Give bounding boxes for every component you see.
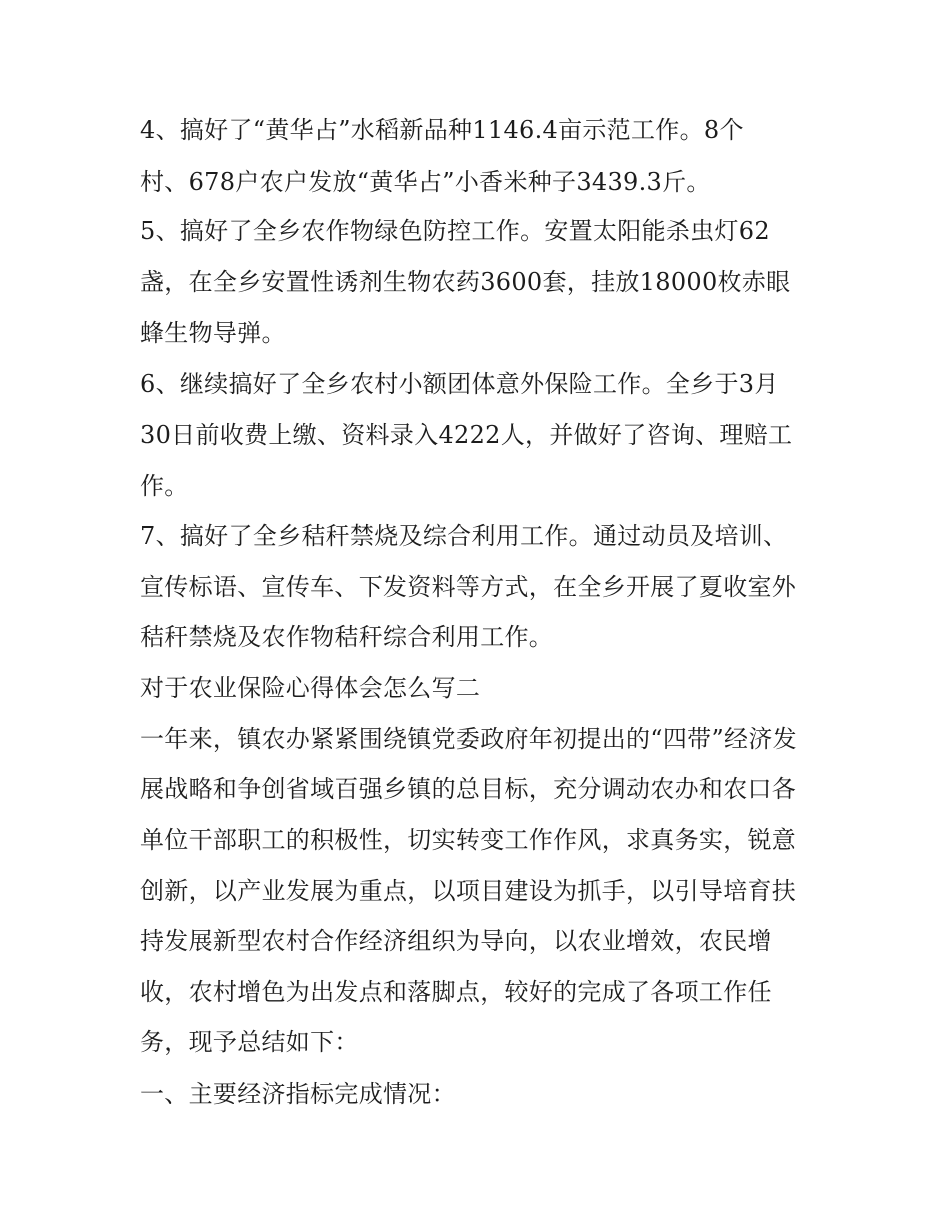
paragraph-5-line-2: 盏，在全乡安置性诱剂生物农药3600套，挂放18000枚赤眼 — [140, 268, 791, 296]
paragraph-6-line-3: 作。 — [140, 472, 189, 500]
intro-line-2: 展战略和争创省域百强乡镇的总目标，充分调动农办和农口各 — [140, 775, 797, 803]
paragraph-5-line-1: 5、搞好了全乡农作物绿色防控工作。安置太阳能杀虫灯62 — [140, 217, 770, 245]
paragraph-7-line-1: 7、搞好了全乡秸秆禁烧及综合利用工作。通过动员及培训、 — [140, 522, 788, 550]
intro-line-1: 一年来，镇农办紧紧围绕镇党委政府年初提出的“四带”经济发 — [140, 725, 797, 753]
paragraph-7-line-2: 宣传标语、宣传车、下发资料等方式，在全乡开展了夏收室外 — [140, 573, 797, 601]
intro-line-4: 创新，以产业发展为重点，以项目建设为抓手，以引导培育扶 — [140, 877, 797, 905]
intro-line-7: 务，现予总结如下： — [140, 1028, 359, 1056]
paragraph-4-line-1: 4、搞好了“黄华占”水稻新品种1146.4亩示范工作。8个 — [140, 116, 744, 144]
intro-line-5: 持发展新型农村合作经济组织为导向，以农业增效，农民增 — [140, 927, 772, 955]
paragraph-4-line-2: 村、678户农户发放“黄华占”小香米种子3439.3斤。 — [140, 168, 711, 196]
intro-line-6: 收，农村增色为出发点和落脚点，较好的完成了各项工作任 — [140, 978, 772, 1006]
intro-line-3: 单位干部职工的积极性，切实转变工作作风，求真务实，锐意 — [140, 826, 797, 854]
section-heading: 对于农业保险心得体会怎么写二 — [140, 674, 481, 702]
paragraph-7-line-3: 秸秆禁烧及农作物秸秆综合利用工作。 — [140, 623, 554, 651]
paragraph-5-line-3: 蜂生物导弹。 — [140, 319, 286, 347]
paragraph-6-line-2: 30日前收费上缴、资料录入4222人，并做好了咨询、理赔工 — [140, 421, 793, 449]
subsection-heading: 一、主要经济指标完成情况： — [140, 1080, 456, 1108]
paragraph-6-line-1: 6、继续搞好了全乡农村小额团体意外保险工作。全乡于3月 — [140, 370, 779, 398]
